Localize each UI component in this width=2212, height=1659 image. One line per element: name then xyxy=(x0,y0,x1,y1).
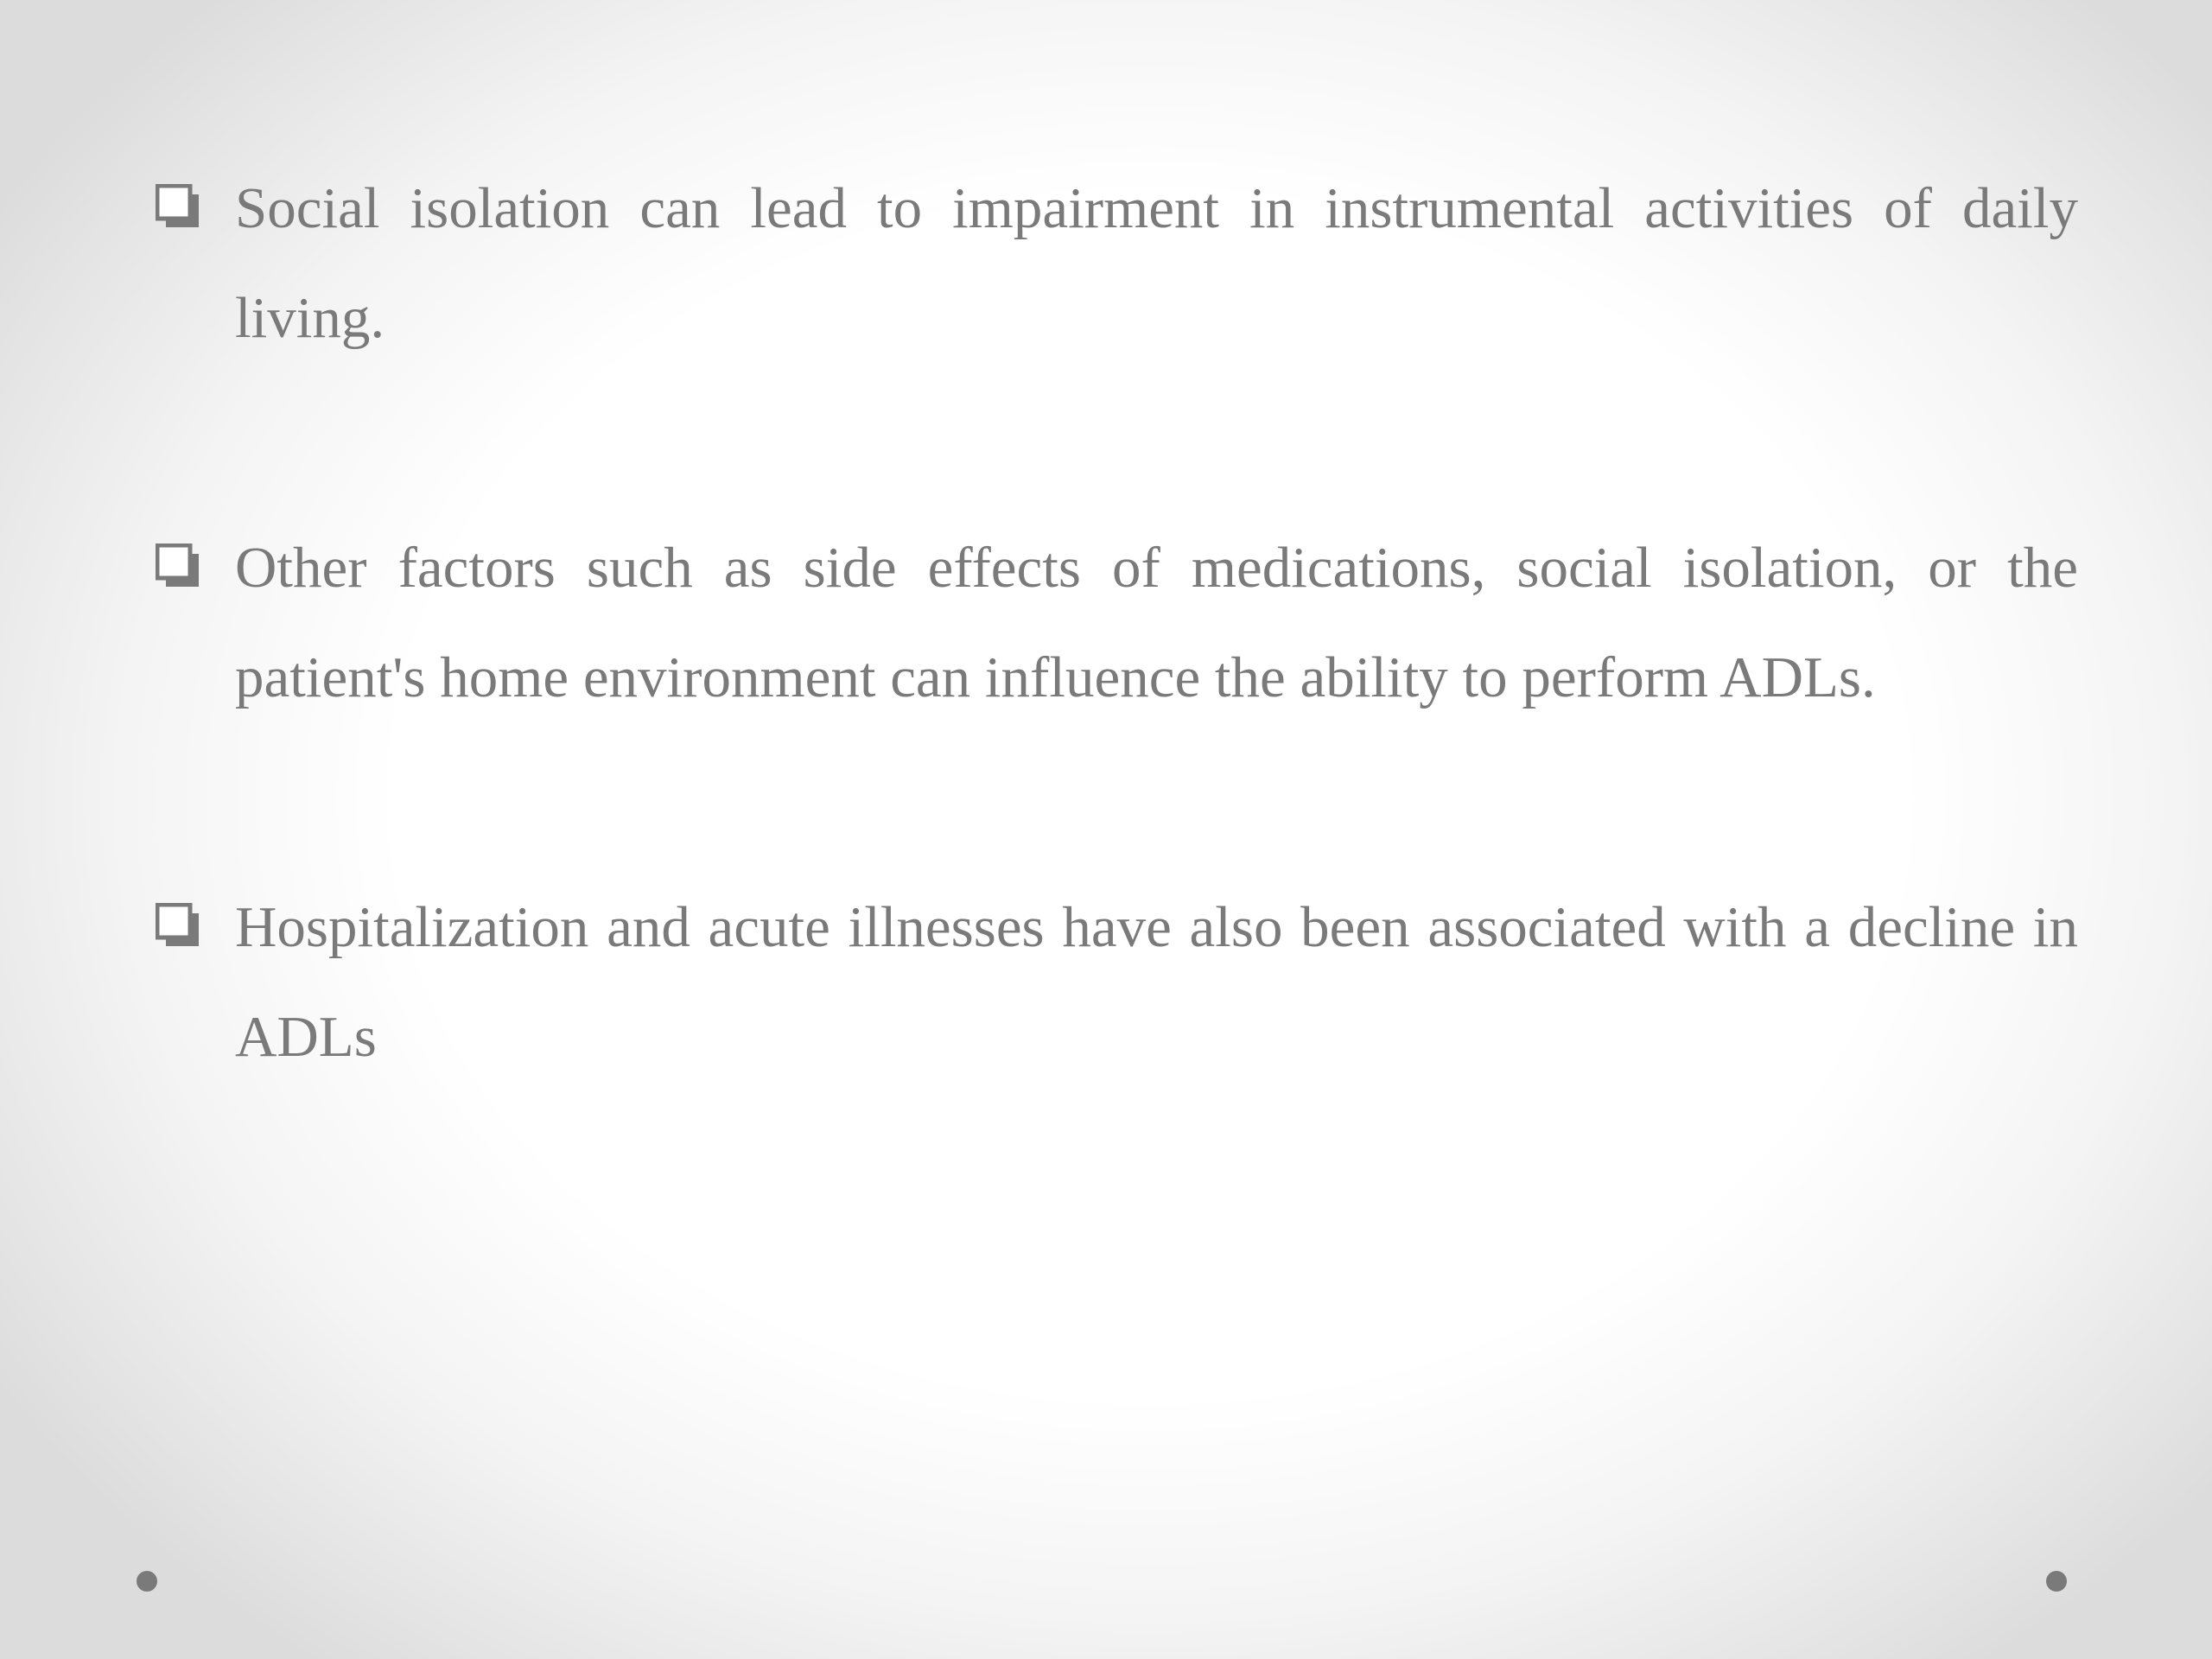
bullet-text: Hospitalization and acute illnesses have also been associated with a decline in ADLs xyxy=(235,895,2078,1069)
bullet-text: Social isolation can lead to impairment in instrumental activities of daily living. xyxy=(235,176,2078,350)
checkbox-square-icon xyxy=(156,903,200,948)
bullet-item-social-isolation xyxy=(156,154,2078,373)
checkbox-square-icon xyxy=(156,543,200,588)
footer-dot-right xyxy=(2046,1571,2067,1592)
bullet-item-other-factors xyxy=(156,513,2078,733)
bullet-item-hospitalization xyxy=(156,873,2078,1092)
checkbox-square-icon xyxy=(156,184,200,229)
footer-dot-left xyxy=(137,1571,157,1592)
bullet-text: Other factors such as side effects of medications, social isolation, or the patient's home environment can influence the ability to perform ADLs. xyxy=(235,536,2078,709)
bullet-list xyxy=(156,154,2078,1232)
